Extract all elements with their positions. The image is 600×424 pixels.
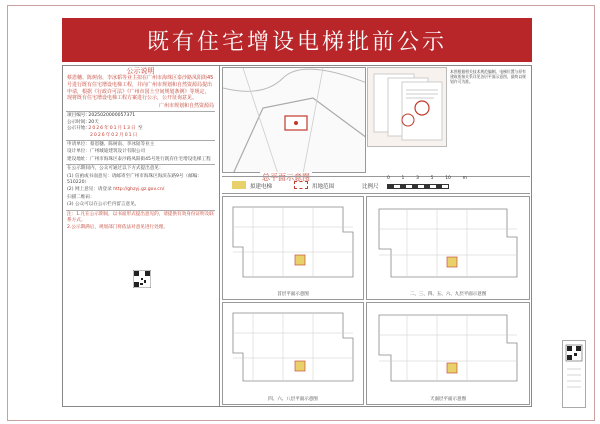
divider (66, 140, 215, 141)
page-title: 既有住宅增设电梯批前公示 (146, 29, 447, 55)
legend-swatch-elevator (232, 181, 246, 189)
right-note: 本图根据相关技术规范编制。电梯位置与原有建筑衔接关系详见各层平面示意图，最终以规划许可为准。 (450, 69, 526, 85)
location-map (222, 67, 366, 173)
details: 申请单位：蔡恩穗、陈树南、李冰韬等业主 设计单位：广州城迪建筑设计有限公司 建设地址：广州市海珠区泰沙路凤阳街45号进行既有住宅增设电梯工程 (67, 142, 211, 162)
project-number: 项目编号: 2025020000057371 (67, 113, 136, 119)
end-date: 2026年02月01日 (90, 132, 139, 138)
floor-plan-4 (366, 302, 530, 405)
floor-plan-2 (366, 196, 530, 300)
document-image (367, 67, 447, 147)
legend-bar: 拟建电梯 用地范围 比例尺 0 1 3 5 10 m (222, 176, 530, 194)
scale-bar (387, 184, 449, 189)
footnotes: 注：1.凡在公示期间，以书面形式提出意见的，请提供有效身份证明及联系方式。 2.公示期满后，规划部门将依法对意见进行处理。 (67, 211, 214, 231)
notice-heading: 公示说明 (126, 67, 155, 75)
floor-plan-1 (222, 196, 364, 300)
website-link[interactable]: http://ghzyj.gz.gov.cn/ (113, 187, 165, 193)
plan-caption: 二、三、四、五、六、九层平面示意图 (409, 292, 487, 297)
plan-caption: 天面层平面示意图 (430, 397, 466, 402)
plan-caption: 首层平面示意图 (277, 292, 309, 297)
plan-caption: 四、六、八层平面示意图 (268, 397, 318, 402)
notice-panel (62, 65, 220, 407)
site-plan-title: 总平面示意图 (262, 173, 310, 182)
feedback: 在公示期间内，公众可通过以下方式提出意见： (1) 信函或书面意见：请邮寄至广州市海珠区海滨东路9号（邮编：510220） (2) 网上意见：请登录 http://ghzyj.gz.gov.cn/ 扫描二维码： (3) 公众可以在公示栏内留言意见。 (67, 166, 202, 208)
notice-org: 广州市规划和自然资源局 (158, 102, 214, 109)
floor-plan-3 (222, 302, 364, 405)
start-date: 公示开始: 2026年01月13日 至 (67, 126, 143, 132)
stamp-panel (562, 340, 586, 408)
divider (66, 210, 215, 211)
period: 公示时间: 20天 (67, 119, 99, 125)
legend-swatch-boundary (294, 181, 308, 189)
qr-code-icon (133, 270, 151, 288)
notice-body: 蔡恩穗、陈树南、李冰韬等业主拟在广州市海珠区泰沙路凤阳街45号进行既有住宅增设电梯工程，并向广州市规划和自然资源局提出申请，根据《行政许可法》《广州市国土空间规划条例》等规定，现将既有住宅增设电梯工程方案进行公示，公开征询意见。 (67, 75, 214, 102)
scale-ticks: 0 1 3 5 10 m (387, 176, 467, 181)
title-banner (62, 18, 532, 62)
